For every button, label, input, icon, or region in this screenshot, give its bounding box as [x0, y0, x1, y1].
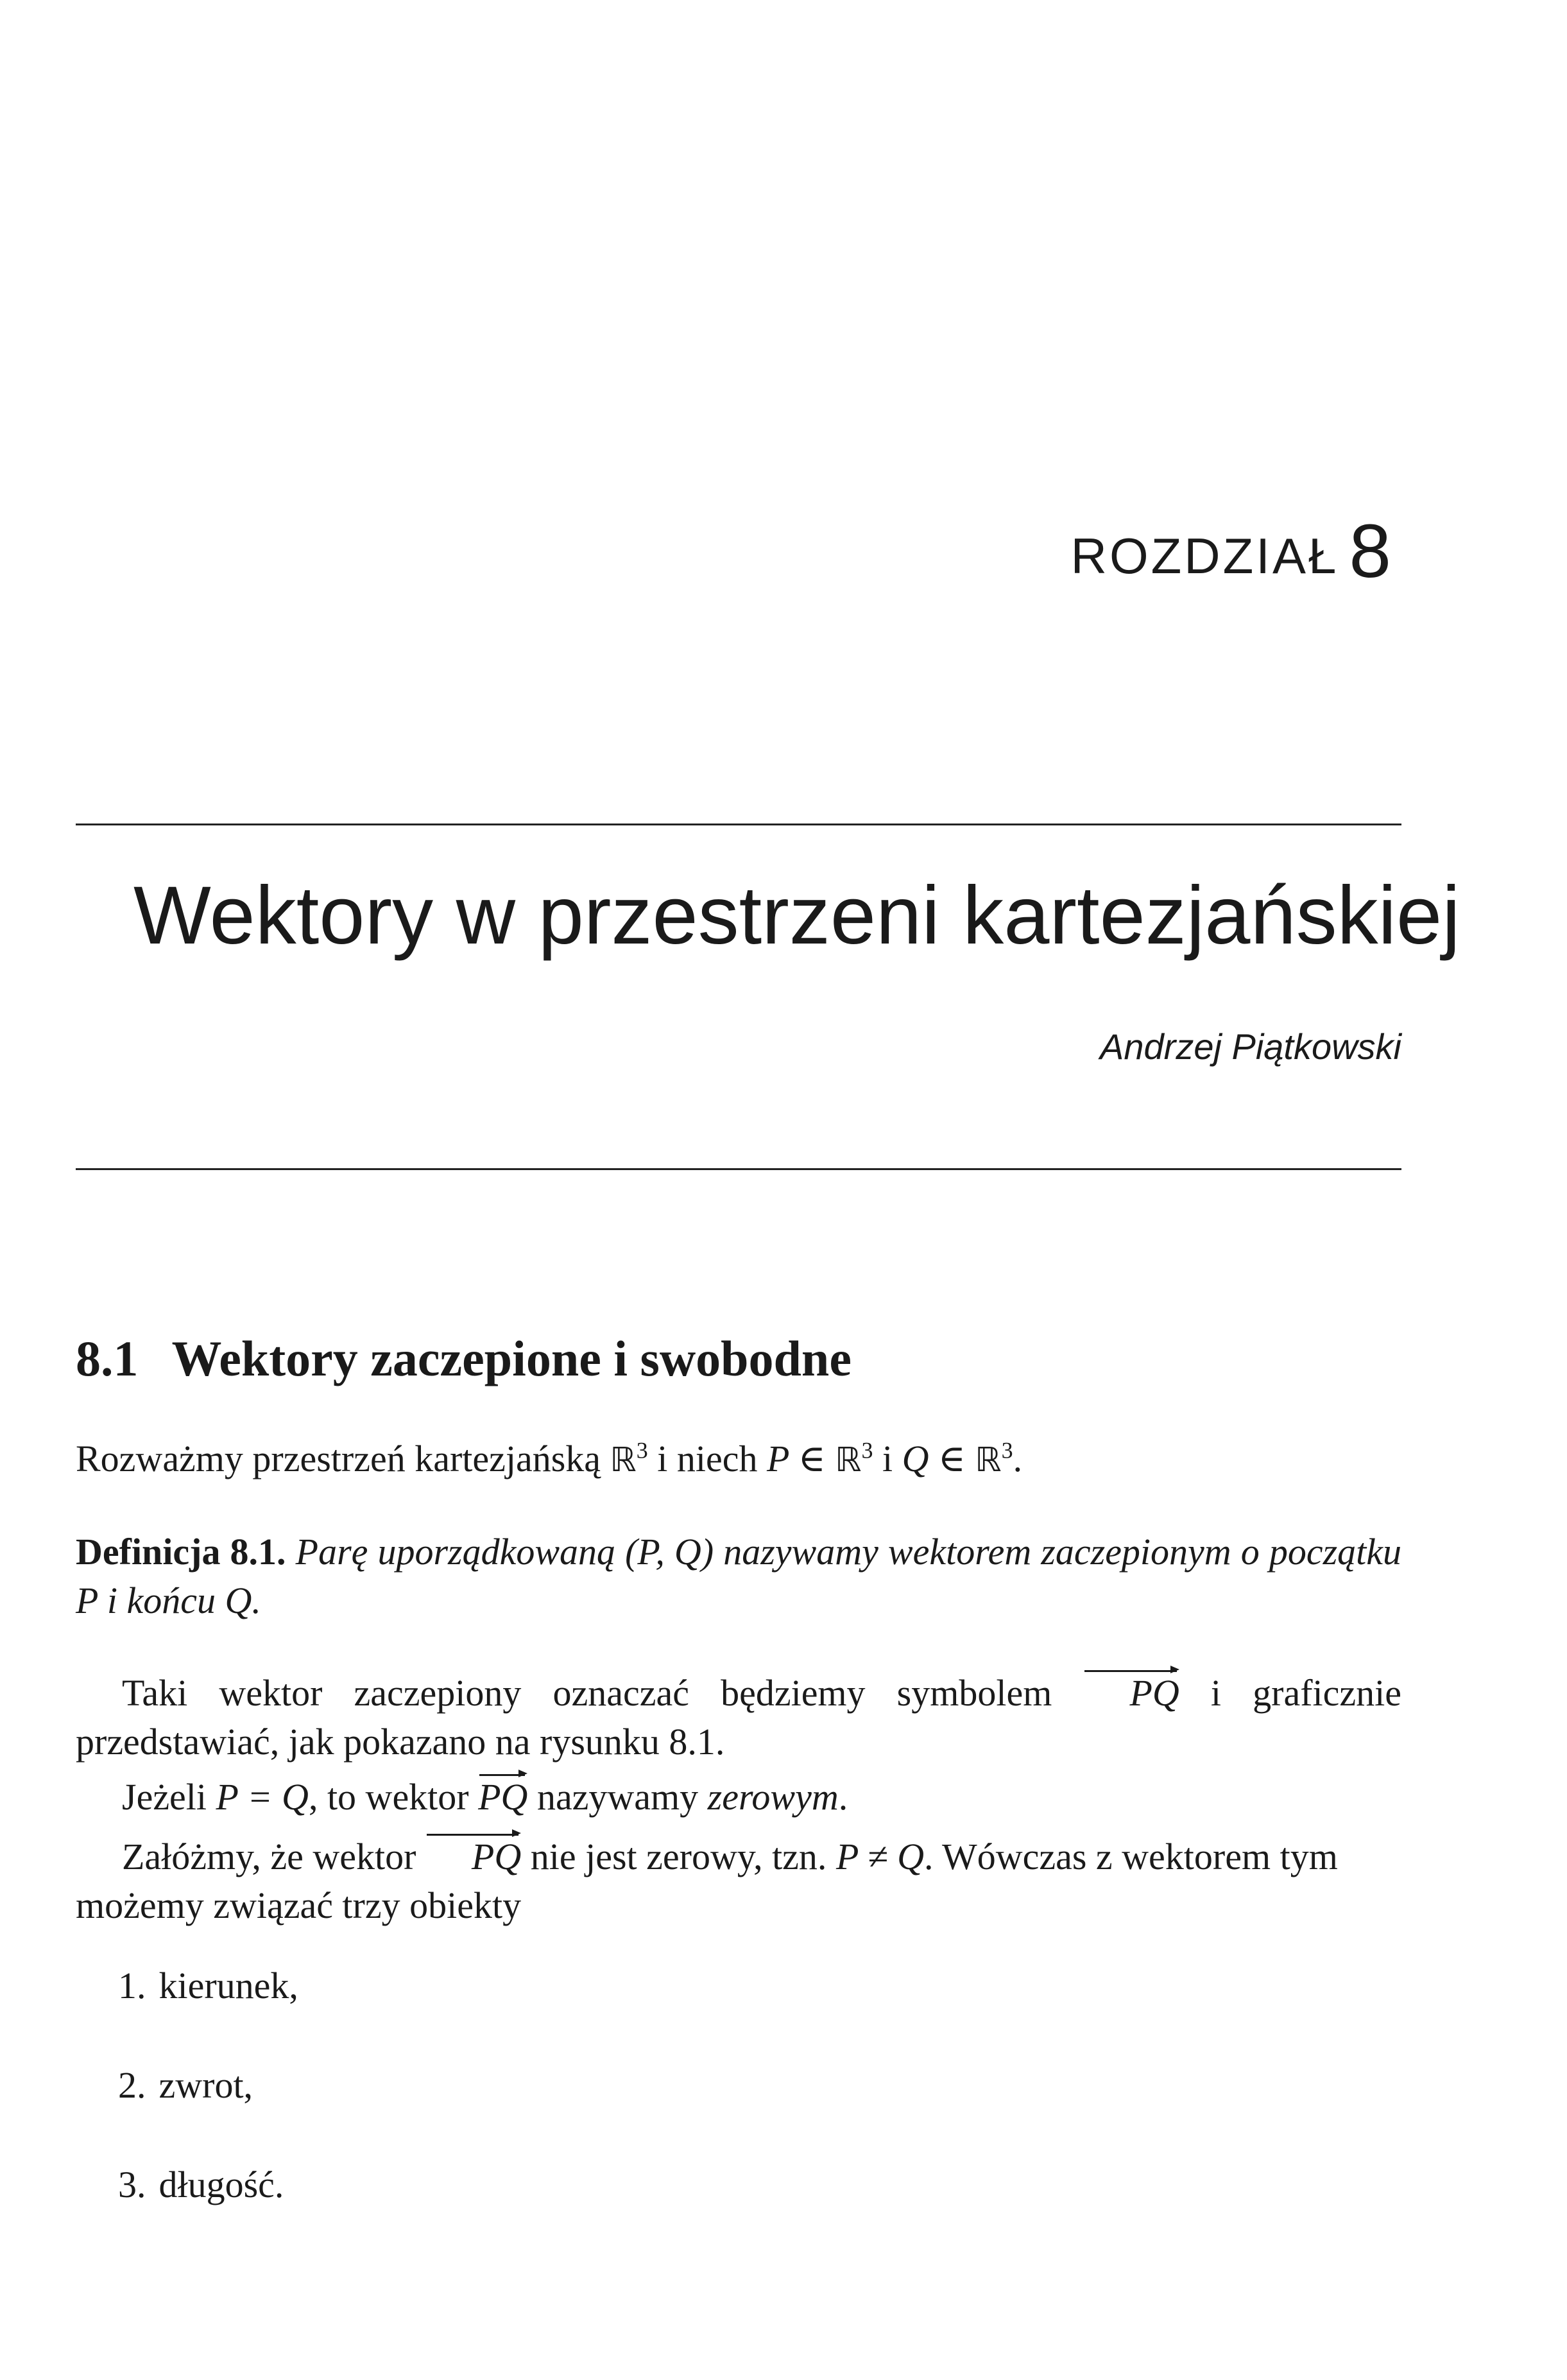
list-marker: 3.: [118, 2164, 146, 2205]
vector-pq: PQ: [425, 1832, 521, 1881]
bottom-rule: [76, 1168, 1401, 1170]
paragraph-nonzero: [76, 1832, 1401, 1930]
chapter-label: [1070, 509, 1394, 594]
intro-text: i niech: [647, 1438, 767, 1479]
definition-block: [76, 1528, 1401, 1625]
author-name: Andrzej Piątkowski: [1100, 1026, 1401, 1067]
chapter-number: 8: [1349, 509, 1394, 594]
intro-text: Rozważmy przestrzeń kartezjańską: [76, 1438, 610, 1479]
math-inequality: P ≠ Q: [835, 1836, 925, 1877]
list-item: [118, 2163, 284, 2206]
vector-pq: PQ: [478, 1773, 527, 1822]
math-equality: P = Q: [216, 1776, 309, 1818]
math-p-in: P ∈: [766, 1438, 835, 1479]
list-text: kierunek,: [158, 1965, 298, 2006]
chapter-title: Wektory w przestrzeni kartezjańskiej: [133, 870, 1460, 961]
exponent: 3: [1001, 1437, 1013, 1463]
real-space-symbol: ℝ: [610, 1441, 637, 1479]
top-rule: [76, 824, 1401, 825]
paragraph-zero-vector: [76, 1773, 1401, 1822]
paragraph-text: Taki wektor zaczepiony oznaczać będziemy symbolem: [122, 1672, 1084, 1714]
paragraph-text: Załóżmy, że wektor: [122, 1836, 425, 1877]
paragraph-text: i graficznie przedstawiać, jak pokazano na rysunku 8.1.: [76, 1672, 1401, 1763]
exponent: 3: [636, 1437, 648, 1463]
list-marker: 1.: [118, 1965, 146, 2006]
intro-paragraph: [76, 1435, 1401, 1485]
list-item: [118, 2064, 253, 2107]
paragraph-notation: [76, 1669, 1401, 1766]
paragraph-text: nazywamy: [527, 1776, 708, 1818]
paragraph-text: nie jest zerowy, tzn.: [521, 1836, 836, 1877]
intro-text: .: [1013, 1438, 1023, 1479]
chapter-label-text: ROZDZIAŁ: [1070, 528, 1339, 584]
intro-text: i: [873, 1438, 902, 1479]
list-item: [118, 1964, 298, 2007]
paragraph-text: . Wówczas z wektorem tym możemy związać trzy obiekty: [76, 1836, 1338, 1926]
section-title: Wektory zaczepione i swobodne: [171, 1331, 852, 1386]
list-text: zwrot,: [158, 2064, 253, 2106]
real-space-symbol: ℝ: [975, 1441, 1002, 1479]
math-q-in: Q ∈: [902, 1438, 975, 1479]
real-space-symbol: ℝ: [835, 1441, 862, 1479]
vector-pq: PQ: [1083, 1669, 1179, 1718]
paragraph-text: Jeżeli: [122, 1776, 216, 1818]
definition-head: Definicja 8.1.: [76, 1531, 286, 1573]
definition-body: Parę uporządkowaną (P, Q) nazywamy wektorem zaczepionym o początku P i końcu Q.: [76, 1531, 1401, 1621]
paragraph-text: .: [838, 1776, 848, 1818]
list-text: długość.: [158, 2164, 284, 2205]
exponent: 3: [861, 1437, 873, 1463]
section-heading: [76, 1330, 852, 1388]
term-zero: zerowym: [707, 1776, 839, 1818]
list-marker: 2.: [118, 2064, 146, 2106]
paragraph-text: , to wektor: [308, 1776, 479, 1818]
section-number: 8.1: [76, 1331, 139, 1386]
